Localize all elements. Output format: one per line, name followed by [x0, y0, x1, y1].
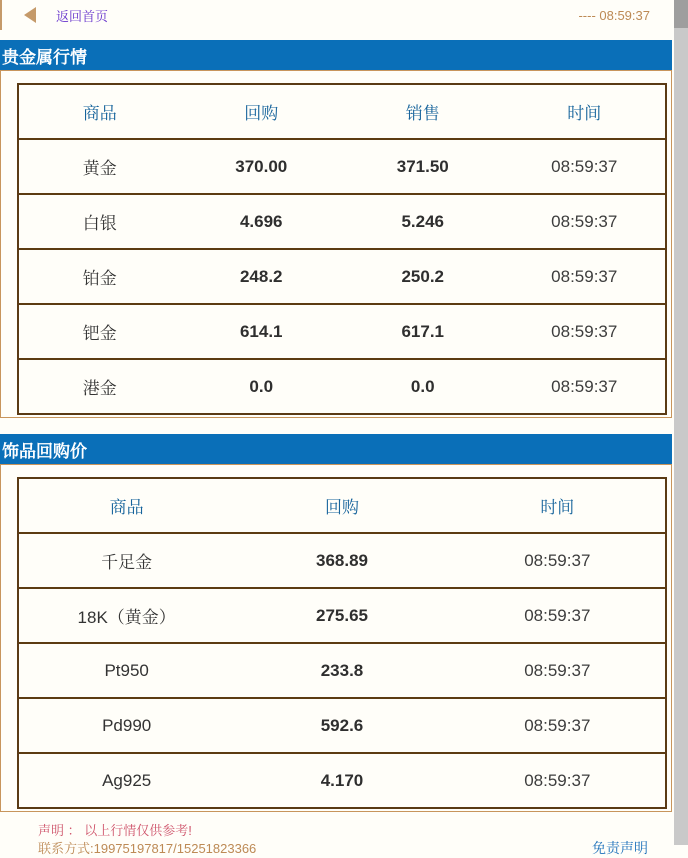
notice-text: 声明 ： 以上行情仅供参考!	[38, 823, 192, 838]
column-header: 商品	[82, 104, 117, 123]
table-row	[19, 305, 665, 360]
table-header-row	[19, 85, 665, 140]
table-cell: 248.2	[239, 266, 283, 286]
table-cell: 白银	[82, 214, 117, 233]
column-header: 回购	[244, 104, 279, 123]
column-header: 时间	[540, 498, 575, 517]
table-row	[19, 195, 665, 250]
section-title-bar	[0, 434, 672, 464]
table-cell: 08:59:37	[524, 770, 591, 790]
table-cell: 614.1	[239, 321, 283, 341]
table-cell: 港金	[82, 379, 117, 398]
section-title-bar	[0, 40, 672, 70]
topbar	[0, 0, 672, 30]
table-cell: Pt950	[104, 660, 149, 680]
table-cell: 08:59:37	[551, 376, 618, 396]
table-cell: 千足金	[101, 553, 153, 572]
table-row	[19, 699, 665, 754]
table-row	[19, 140, 665, 195]
column-header: 时间	[567, 104, 602, 123]
table-cell: 275.65	[315, 605, 368, 625]
table-row	[19, 360, 665, 413]
table-cell: 18K（黄金）	[77, 608, 176, 627]
scrollbar-thumb[interactable]	[674, 0, 688, 28]
table-cell: Pd990	[102, 715, 152, 735]
contact-text: 联系方式:19975197817/15251823366	[38, 841, 257, 856]
footer-left	[38, 822, 256, 858]
scrollbar[interactable]	[674, 0, 688, 845]
table-cell: 08:59:37	[524, 660, 591, 680]
table-cell: 钯金	[82, 324, 117, 343]
column-header: 销售	[405, 104, 440, 123]
table-cell: 5.246	[401, 211, 445, 231]
section-title: 贵金属行情	[2, 47, 87, 67]
table-cell: 08:59:37	[551, 156, 618, 176]
price-table	[17, 477, 667, 809]
table-cell: 370.00	[235, 156, 288, 176]
table-header-row	[19, 479, 665, 534]
price-table	[17, 83, 667, 415]
table-cell: 黄金	[82, 159, 117, 178]
table-cell: 08:59:37	[524, 715, 591, 735]
table-cell: 617.1	[401, 321, 445, 341]
column-header: 商品	[109, 498, 144, 517]
table-cell: 4.696	[239, 211, 283, 231]
section-title: 饰品回购价	[2, 441, 87, 461]
table-cell: 铂金	[82, 269, 117, 288]
section-box	[0, 70, 672, 418]
table-cell: 371.50	[396, 156, 449, 176]
footer	[0, 822, 672, 858]
table-row	[19, 589, 665, 644]
table-cell: Ag925	[102, 770, 152, 790]
table-row	[19, 250, 665, 305]
table-cell: 08:59:37	[551, 321, 618, 341]
disclaimer-link[interactable]: 免责声明	[592, 840, 648, 856]
column-header: 回购	[324, 498, 359, 517]
table-cell: 0.0	[249, 376, 274, 396]
section-box	[0, 464, 672, 812]
back-home-link[interactable]: 返回首页	[56, 8, 109, 24]
table-cell: 08:59:37	[524, 550, 591, 570]
table-cell: 250.2	[401, 266, 445, 286]
table-cell: 592.6	[320, 715, 364, 735]
section-jewelry-buyback	[0, 434, 672, 812]
table-cell: 0.0	[410, 376, 435, 396]
table-row	[19, 754, 665, 807]
back-arrow-icon[interactable]	[24, 7, 36, 23]
table-cell: 4.170	[320, 770, 364, 790]
table-cell: 368.89	[315, 550, 368, 570]
table-cell: 08:59:37	[551, 266, 618, 286]
table-cell: 08:59:37	[524, 605, 591, 625]
table-cell: 233.8	[320, 660, 364, 680]
topbar-time: ---- 08:59:37	[578, 7, 650, 23]
section-precious-metals	[0, 40, 672, 418]
table-cell: 08:59:37	[551, 211, 618, 231]
table-row	[19, 644, 665, 699]
table-row	[19, 534, 665, 589]
